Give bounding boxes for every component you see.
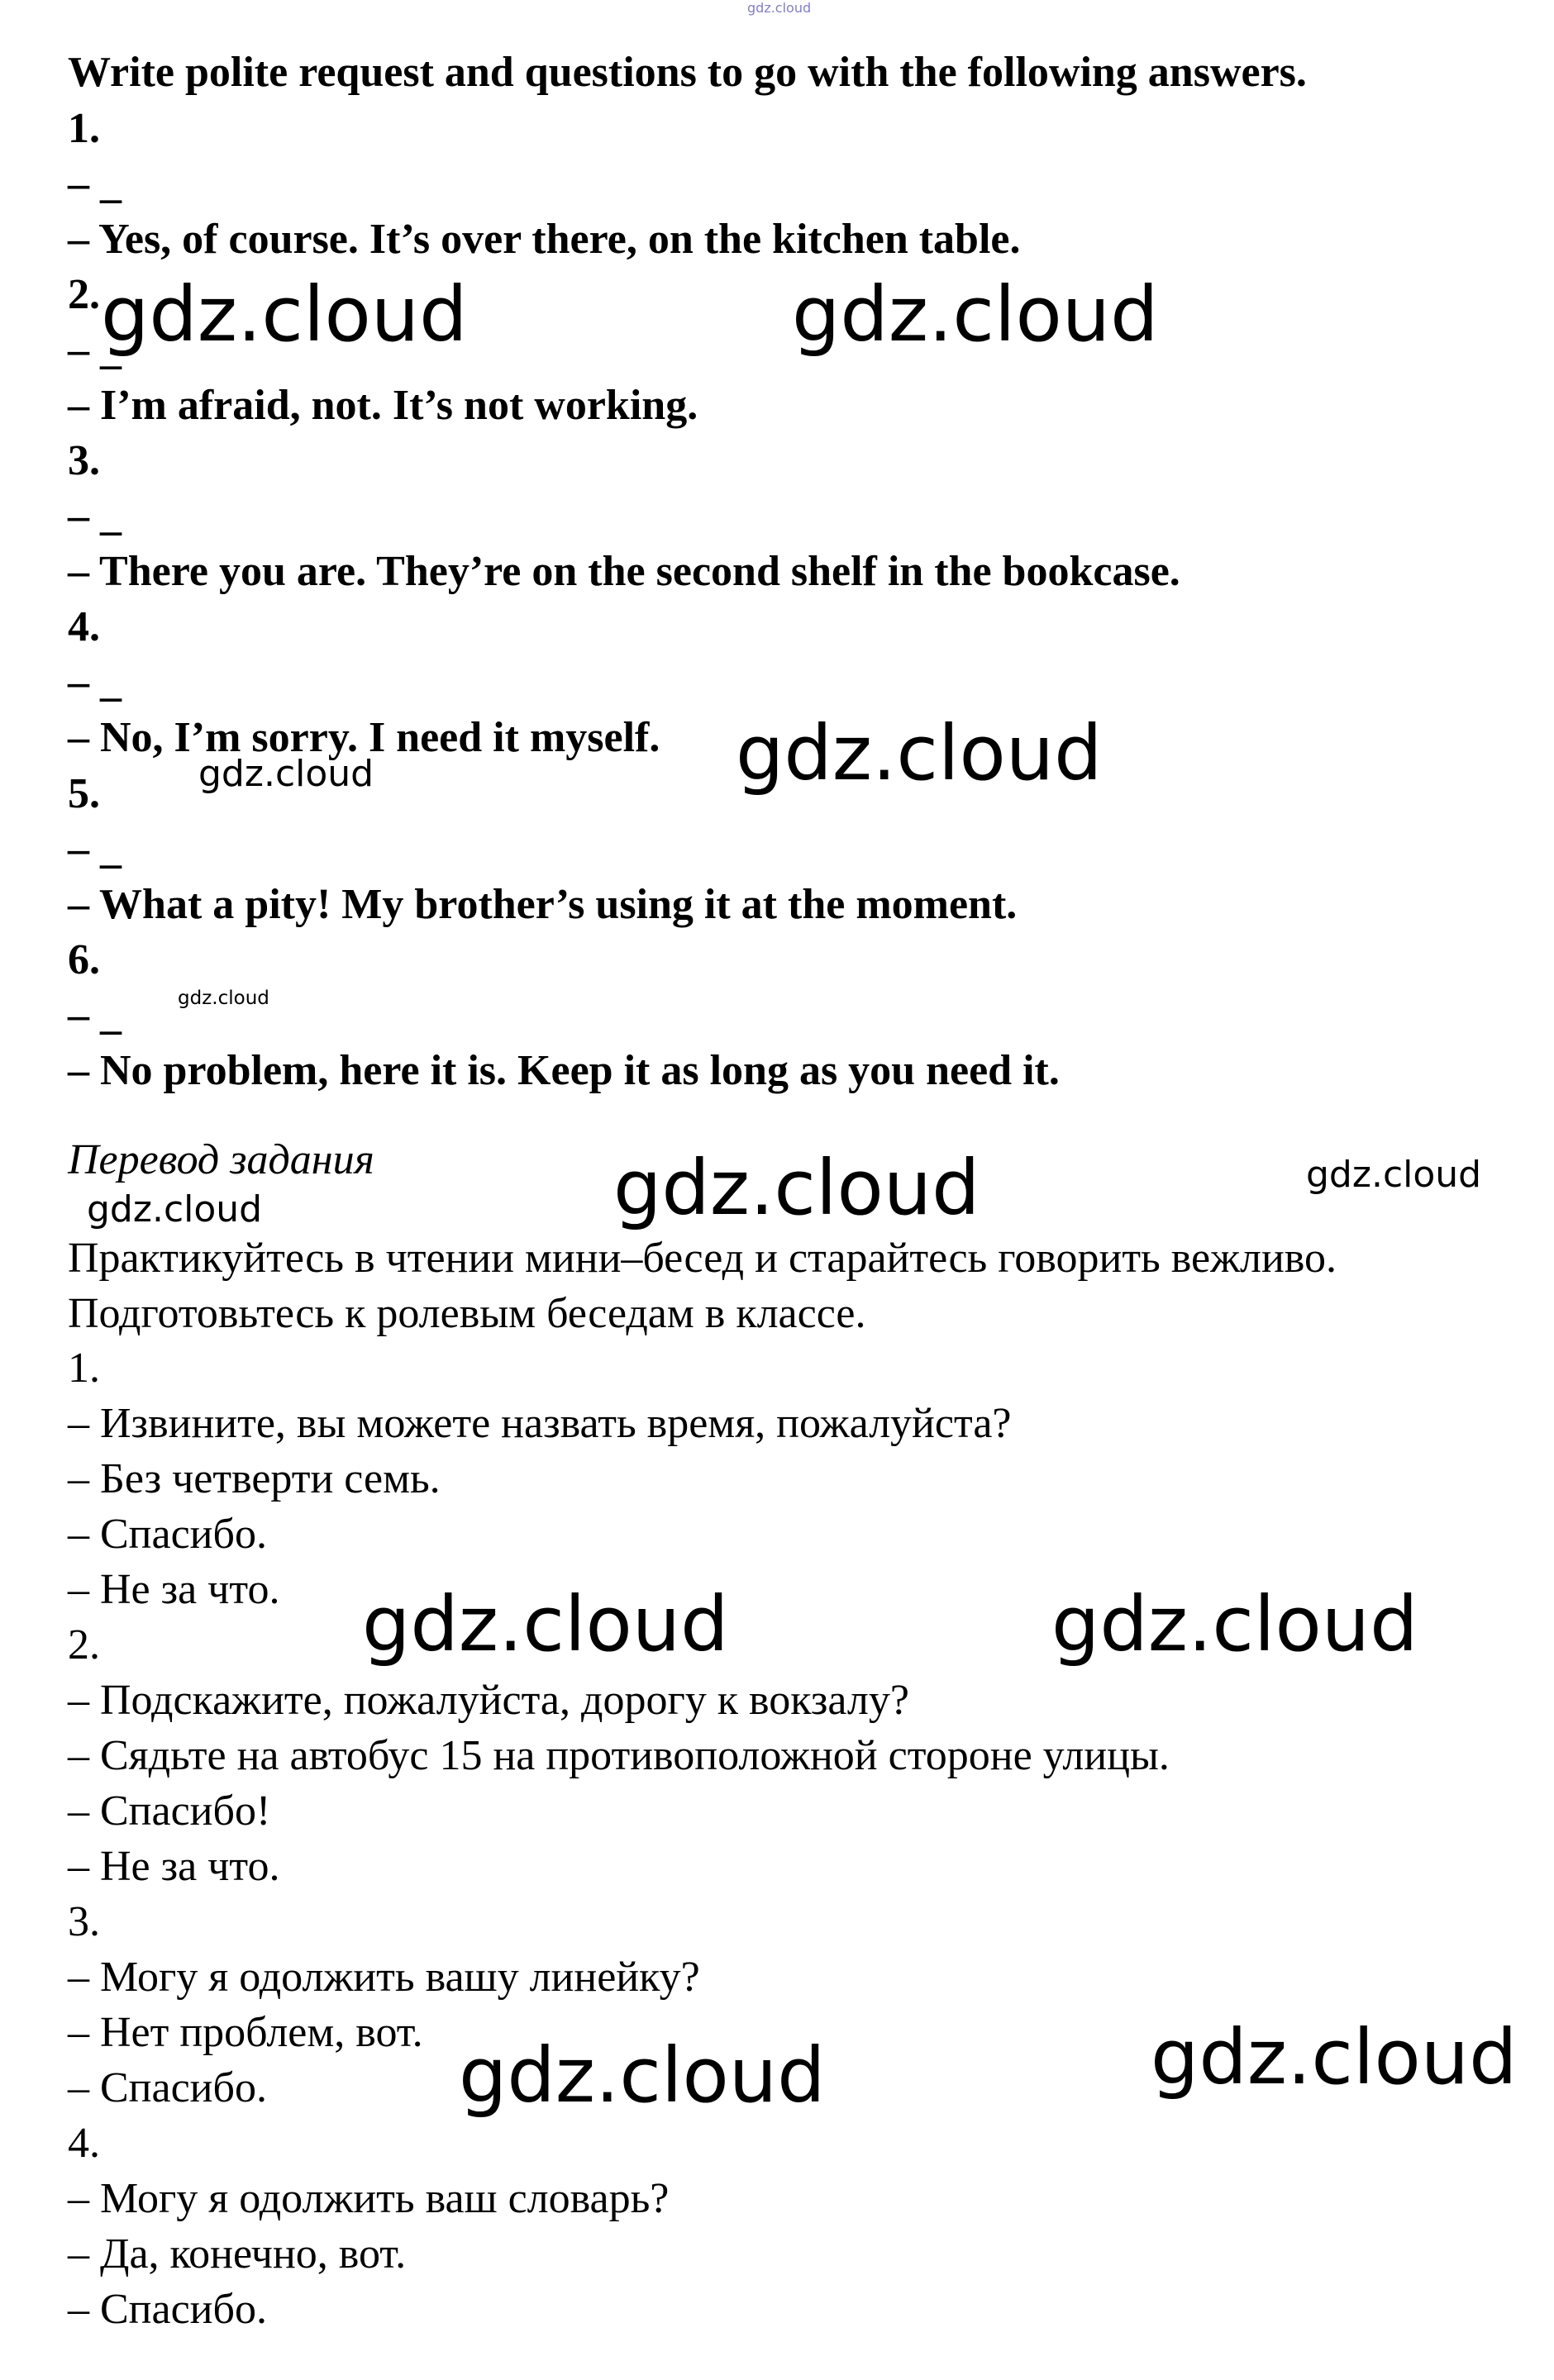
- item-answer: – I’m afraid, not. It’s not working.: [68, 382, 698, 429]
- item-number: 1.: [68, 105, 100, 152]
- dialog-line: – Спасибо.: [68, 2286, 267, 2333]
- watermark: gdz.cloud: [362, 1580, 729, 1668]
- dialog-line: – Не за что.: [68, 1566, 280, 1613]
- dialog-number: 3.: [68, 1898, 100, 1945]
- watermark: gdz.cloud: [87, 1188, 263, 1230]
- watermark: gdz.cloud: [198, 753, 374, 795]
- dialog-line: – Без четверти семь.: [68, 1455, 441, 1502]
- item-answer: – There you are. They’re on the second shelf in the bookcase.: [68, 548, 1180, 595]
- translation-heading: Перевод задания: [68, 1136, 374, 1183]
- watermark: gdz.cloud: [1151, 2013, 1518, 2102]
- watermark: gdz.cloud: [1051, 1580, 1418, 1668]
- item-blank: – _: [68, 493, 122, 540]
- watermark-top: gdz.cloud: [747, 0, 812, 16]
- item-number: 2.: [68, 271, 100, 318]
- translation-intro: Практикуйтесь в чтении мини–бесед и старайтесь говорить вежливо.: [68, 1235, 1337, 1282]
- watermark: gdz.cloud: [736, 709, 1103, 797]
- item-answer: – What a pity! My brother’s using it at the moment.: [68, 881, 1018, 928]
- item-answer: – No, I’m sorry. I need it myself.: [68, 714, 660, 761]
- dialog-line: – Да, конечно, вот.: [68, 2230, 407, 2278]
- watermark: gdz.cloud: [792, 270, 1159, 359]
- dialog-line: – Подскажите, пожалуйста, дорогу к вокзалу?: [68, 1677, 909, 1724]
- dialog-number: 2.: [68, 1621, 100, 1668]
- watermark: gdz.cloud: [613, 1144, 980, 1232]
- watermark: gdz.cloud: [178, 988, 269, 1009]
- item-number: 5.: [68, 770, 100, 817]
- watermark: gdz.cloud: [459, 2031, 826, 2120]
- dialog-line: – Спасибо!: [68, 1787, 271, 1835]
- dialog-line: – Могу я одолжить ваш словарь?: [68, 2175, 670, 2222]
- translation-intro: Подготовьтесь к ролевым беседам в классе.: [68, 1290, 866, 1337]
- dialog-number: 1.: [68, 1345, 100, 1392]
- item-answer: – Yes, of course. It’s over there, on the kitchen table.: [68, 216, 1021, 263]
- dialog-line: – Не за что.: [68, 1843, 280, 1890]
- item-blank: – _: [68, 826, 122, 873]
- item-answer: – No problem, here it is. Keep it as long as you need it.: [68, 1047, 1060, 1094]
- item-blank: – _: [68, 160, 122, 207]
- dialog-line: – Спасибо.: [68, 1511, 267, 1558]
- dialog-line: – Извините, вы можете назвать время, пожалуйста?: [68, 1400, 1012, 1447]
- item-number: 6.: [68, 936, 100, 983]
- dialog-line: – Спасибо.: [68, 2064, 267, 2111]
- item-blank: – _: [68, 326, 122, 374]
- watermark: gdz.cloud: [1306, 1154, 1482, 1196]
- item-blank: – _: [68, 992, 122, 1039]
- dialog-line: – Нет проблем, вот.: [68, 2009, 423, 2056]
- task-title: Write polite request and questions to go with the following answers.: [68, 49, 1307, 96]
- item-number: 3.: [68, 437, 100, 484]
- dialog-line: – Сядьте на автобус 15 на противоположной стороне улицы.: [68, 1732, 1170, 1779]
- watermark: gdz.cloud: [101, 270, 468, 359]
- dialog-number: 4.: [68, 2120, 100, 2167]
- dialog-line: – Могу я одолжить вашу линейку?: [68, 1954, 700, 2001]
- item-number: 4.: [68, 603, 100, 650]
- item-blank: – _: [68, 659, 122, 706]
